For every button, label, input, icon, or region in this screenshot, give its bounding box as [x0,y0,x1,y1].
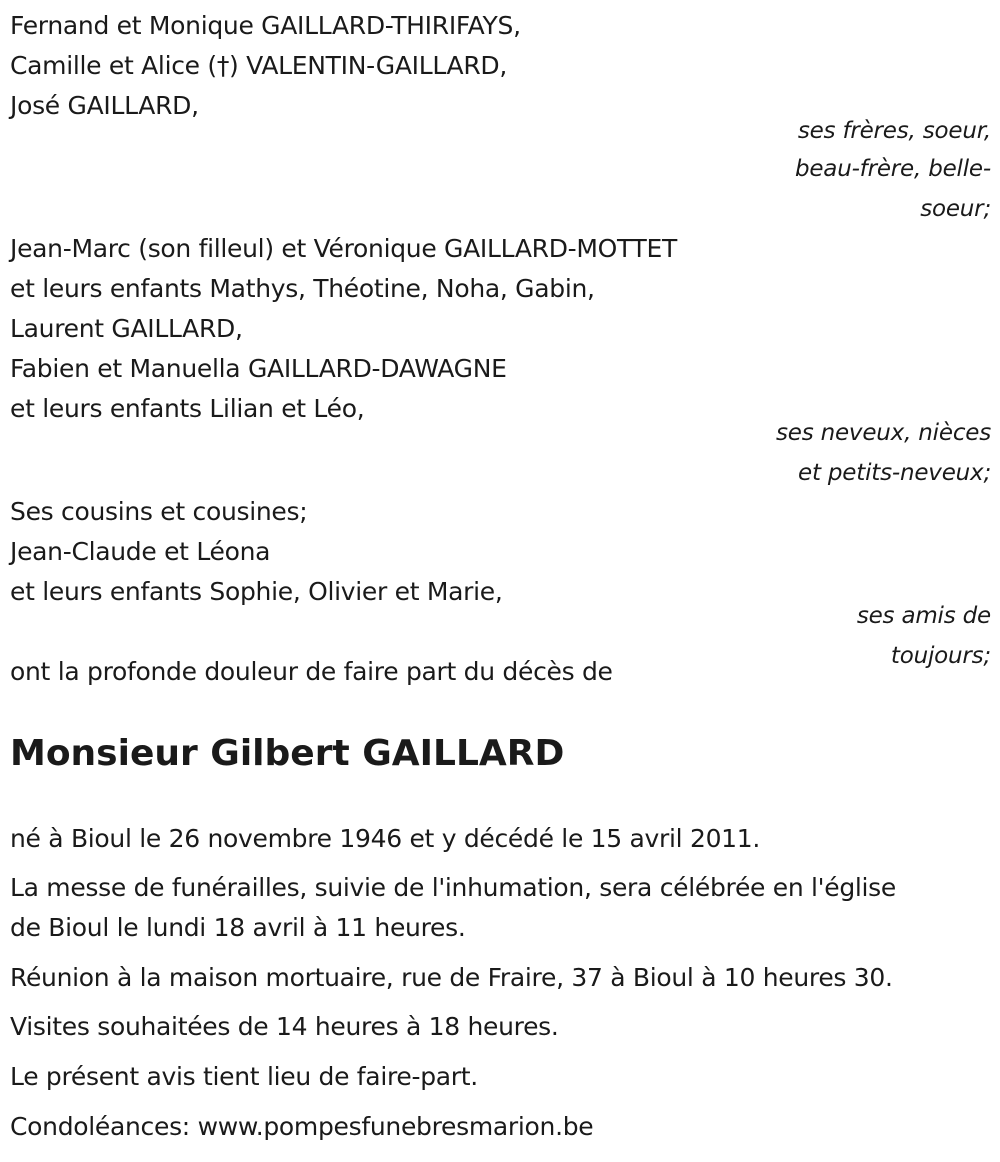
family-line: Jean-Marc (son filleul) et Véronique GAILLARD-MOTTET [10,234,677,263]
relation-label: ses frères, soeur, [797,118,991,144]
visits-text: Visites souhaitées de 14 heures à 18 heures. [10,1012,559,1041]
funeral-text-line-1: La messe de funérailles, suivie de l'inhumation, sera célébrée en l'église [10,873,896,902]
deceased-name: Monsieur Gilbert GAILLARD [10,733,565,774]
relation-label: et petits-neveux; [798,460,991,486]
relation-label: soeur; [920,196,991,222]
family-line: Fabien et Manuella GAILLARD-DAWAGNE [10,354,507,383]
family-line: et leurs enfants Mathys, Théotine, Noha, Gabin, [10,274,595,303]
announcement-text: ont la profonde douleur de faire part du décès de [10,657,613,686]
family-line: Laurent GAILLARD, [10,314,243,343]
relation-label: beau-frère, belle- [794,156,991,182]
relation-label: ses amis de [856,603,991,629]
condolences-text: Condoléances: www.pompesfunebresmarion.be [10,1112,594,1141]
relation-label: toujours; [890,643,991,669]
family-line: Camille et Alice (†) VALENTIN-GAILLARD, [10,51,508,80]
birth-death-text: né à Bioul le 26 novembre 1946 et y décédé le 15 avril 2011. [10,824,761,853]
notice-text: Le présent avis tient lieu de faire-part. [10,1062,478,1091]
family-line: Fernand et Monique GAILLARD-THIRIFAYS, [10,11,521,40]
family-line: José GAILLARD, [10,91,199,120]
funeral-text-line-2: de Bioul le lundi 18 avril à 11 heures. [10,913,466,942]
family-line: et leurs enfants Lilian et Léo, [10,394,365,423]
family-line: et leurs enfants Sophie, Olivier et Marie, [10,577,503,606]
relation-label: ses neveux, nièces [775,420,991,446]
family-line: Ses cousins et cousines; [10,497,308,526]
gathering-text: Réunion à la maison mortuaire, rue de Fraire, 37 à Bioul à 10 heures 30. [10,963,893,992]
family-line: Jean-Claude et Léona [10,537,271,566]
